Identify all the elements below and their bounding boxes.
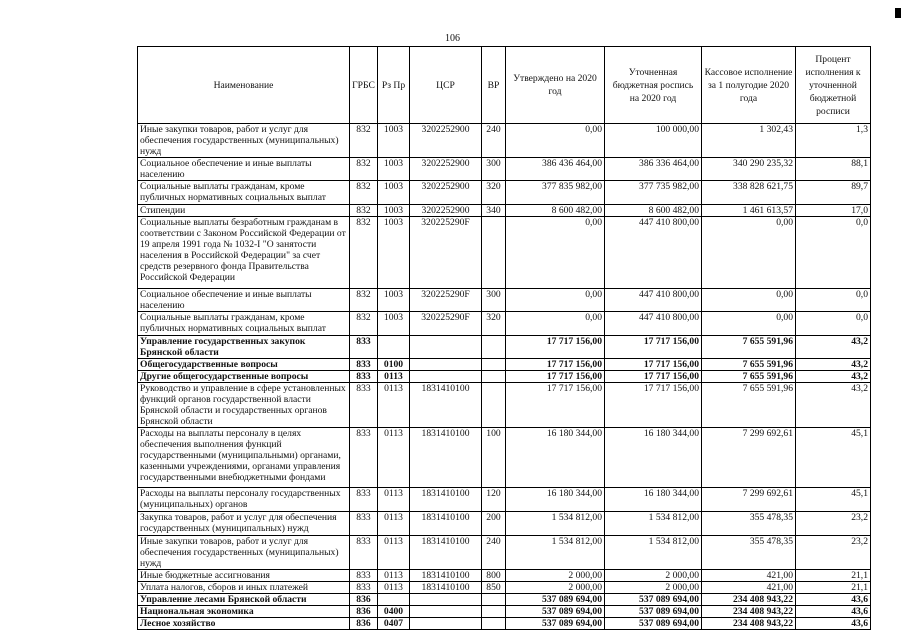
cell-approved: 2 000,00	[506, 570, 605, 582]
table-row	[138, 205, 871, 217]
cell-cash: 0,00	[702, 312, 796, 336]
cell-name: Иные бюджетные ассигнования	[138, 570, 350, 582]
table-row	[138, 312, 871, 336]
cell-vr	[482, 336, 506, 359]
header-rzpr: Рз Пр	[378, 47, 410, 124]
cell-refined: 1 534 812,00	[605, 512, 702, 536]
cell-grbs: 832	[350, 181, 378, 205]
cell-name: Управление лесами Брянской области	[138, 594, 350, 606]
table-row	[138, 618, 871, 630]
cell-rzpr: 1003	[378, 181, 410, 205]
cell-grbs: 833	[350, 428, 378, 488]
cell-approved: 386 436 464,00	[506, 158, 605, 181]
cell-name: Общегосударственные вопросы	[138, 359, 350, 371]
cell-percent: 23,2	[796, 536, 871, 570]
cell-approved: 377 835 982,00	[506, 181, 605, 205]
cell-vr: 120	[482, 488, 506, 512]
cell-cash: 7 655 591,96	[702, 371, 796, 383]
cell-cash: 234 408 943,22	[702, 594, 796, 606]
cell-percent: 17,0	[796, 205, 871, 217]
cell-approved: 0,00	[506, 289, 605, 312]
table-row	[138, 383, 871, 428]
cell-rzpr: 0113	[378, 383, 410, 428]
cell-vr	[482, 606, 506, 618]
table-row	[138, 570, 871, 582]
cell-percent: 1,3	[796, 124, 871, 158]
cell-grbs: 833	[350, 371, 378, 383]
cell-approved: 17 717 156,00	[506, 383, 605, 428]
cell-name: Закупка товаров, работ и услуг для обеспечения государственных (муниципальных) нужд	[138, 512, 350, 536]
cell-refined: 377 735 982,00	[605, 181, 702, 205]
cell-vr: 100	[482, 428, 506, 488]
cell-vr	[482, 359, 506, 371]
cell-cash: 7 299 692,61	[702, 488, 796, 512]
cell-grbs: 833	[350, 383, 378, 428]
cell-percent: 89,7	[796, 181, 871, 205]
cell-csr: 1831410100	[410, 383, 482, 428]
header-vr: ВР	[482, 47, 506, 124]
corner-mark	[895, 8, 901, 18]
header-cash: Кассовое исполнение за 1 полугодие 2020 года	[702, 47, 796, 124]
cell-name: Иные закупки товаров, работ и услуг для обеспечения государственных (муниципальных) нужд	[138, 124, 350, 158]
cell-name: Социальные выплаты гражданам, кроме публичных нормативных социальных выплат	[138, 312, 350, 336]
cell-refined: 447 410 800,00	[605, 312, 702, 336]
cell-rzpr: 0400	[378, 606, 410, 618]
cell-csr	[410, 606, 482, 618]
cell-vr: 300	[482, 289, 506, 312]
cell-approved: 0,00	[506, 312, 605, 336]
cell-vr	[482, 383, 506, 428]
cell-vr: 300	[482, 158, 506, 181]
cell-csr	[410, 336, 482, 359]
cell-csr	[410, 359, 482, 371]
cell-approved: 17 717 156,00	[506, 359, 605, 371]
cell-name: Лесное хозяйство	[138, 618, 350, 630]
cell-name: Иные закупки товаров, работ и услуг для обеспечения государственных (муниципальных) нужд	[138, 536, 350, 570]
cell-csr: 3202252900	[410, 158, 482, 181]
cell-percent: 43,6	[796, 594, 871, 606]
cell-grbs: 832	[350, 217, 378, 289]
cell-name: Социальные выплаты гражданам, кроме публичных нормативных социальных выплат	[138, 181, 350, 205]
cell-percent: 0,0	[796, 217, 871, 289]
cell-cash: 1 461 613,57	[702, 205, 796, 217]
cell-refined: 537 089 694,00	[605, 594, 702, 606]
cell-refined: 8 600 482,00	[605, 205, 702, 217]
cell-grbs: 836	[350, 606, 378, 618]
cell-rzpr: 1003	[378, 158, 410, 181]
cell-cash: 355 478,35	[702, 512, 796, 536]
cell-cash: 340 290 235,32	[702, 158, 796, 181]
cell-refined: 100 000,00	[605, 124, 702, 158]
cell-grbs: 833	[350, 359, 378, 371]
cell-csr: 320225290F	[410, 217, 482, 289]
cell-percent: 21,1	[796, 570, 871, 582]
cell-percent: 43,6	[796, 606, 871, 618]
header-csr: ЦСР	[410, 47, 482, 124]
cell-refined: 17 717 156,00	[605, 359, 702, 371]
table-row	[138, 217, 871, 289]
cell-approved: 16 180 344,00	[506, 488, 605, 512]
table-row	[138, 488, 871, 512]
cell-name: Социальные выплаты безработным гражданам в соответствии с Законом Российской Федерации от 19 апреля 1991 года № 1032-I "О занятости населения в Российской Федерации" за счет средств резервного фонда Правительства Российской Федерации	[138, 217, 350, 289]
cell-csr: 1831410100	[410, 582, 482, 594]
cell-csr: 3202252900	[410, 205, 482, 217]
cell-grbs: 833	[350, 336, 378, 359]
table-row	[138, 606, 871, 618]
cell-cash: 7 655 591,96	[702, 359, 796, 371]
cell-vr	[482, 217, 506, 289]
cell-refined: 16 180 344,00	[605, 428, 702, 488]
cell-grbs: 833	[350, 570, 378, 582]
table-row	[138, 289, 871, 312]
cell-approved: 1 534 812,00	[506, 536, 605, 570]
cell-refined: 447 410 800,00	[605, 217, 702, 289]
cell-refined: 17 717 156,00	[605, 336, 702, 359]
cell-refined: 537 089 694,00	[605, 618, 702, 630]
cell-grbs: 836	[350, 594, 378, 606]
header-name: Наименование	[138, 47, 350, 124]
header-refined: Уточненная бюджетная роспись на 2020 год	[605, 47, 702, 124]
cell-rzpr: 0113	[378, 570, 410, 582]
cell-percent: 43,2	[796, 371, 871, 383]
cell-vr	[482, 618, 506, 630]
cell-rzpr: 0113	[378, 536, 410, 570]
cell-percent: 23,2	[796, 512, 871, 536]
cell-refined: 17 717 156,00	[605, 383, 702, 428]
cell-approved: 0,00	[506, 124, 605, 158]
cell-approved: 537 089 694,00	[506, 618, 605, 630]
header-grbs: ГРБС	[350, 47, 378, 124]
cell-vr: 240	[482, 124, 506, 158]
cell-refined: 2 000,00	[605, 582, 702, 594]
cell-approved: 537 089 694,00	[506, 606, 605, 618]
cell-name: Социальное обеспечение и иные выплаты населению	[138, 158, 350, 181]
cell-cash: 421,00	[702, 582, 796, 594]
cell-rzpr	[378, 594, 410, 606]
cell-csr: 1831410100	[410, 488, 482, 512]
cell-vr: 200	[482, 512, 506, 536]
cell-rzpr: 0113	[378, 512, 410, 536]
cell-name: Национальная экономика	[138, 606, 350, 618]
cell-name: Социальное обеспечение и иные выплаты населению	[138, 289, 350, 312]
cell-cash: 0,00	[702, 217, 796, 289]
table-row	[138, 158, 871, 181]
cell-csr	[410, 371, 482, 383]
cell-cash: 7 299 692,61	[702, 428, 796, 488]
cell-grbs: 833	[350, 488, 378, 512]
cell-rzpr: 1003	[378, 217, 410, 289]
cell-csr	[410, 618, 482, 630]
cell-vr: 800	[482, 570, 506, 582]
cell-refined: 1 534 812,00	[605, 536, 702, 570]
cell-csr	[410, 594, 482, 606]
cell-cash: 234 408 943,22	[702, 618, 796, 630]
header-approved: Утверждено на 2020 год	[506, 47, 605, 124]
table-row	[138, 359, 871, 371]
cell-name: Расходы на выплаты персоналу государственных (муниципальных) органов	[138, 488, 350, 512]
table-row	[138, 336, 871, 359]
cell-percent: 43,2	[796, 336, 871, 359]
cell-approved: 0,00	[506, 217, 605, 289]
table-row	[138, 582, 871, 594]
cell-grbs: 832	[350, 158, 378, 181]
cell-percent: 45,1	[796, 428, 871, 488]
cell-csr: 320225290F	[410, 312, 482, 336]
cell-percent: 43,2	[796, 383, 871, 428]
cell-rzpr: 1003	[378, 124, 410, 158]
cell-cash: 355 478,35	[702, 536, 796, 570]
cell-rzpr: 1003	[378, 289, 410, 312]
cell-name: Управление государственных закупок Брянской области	[138, 336, 350, 359]
cell-name: Расходы на выплаты персоналу в целях обеспечения выполнения функций государственными (муниципальными) органами, казенными учреждениями, органами управления государственными внебюджетными фондами	[138, 428, 350, 488]
cell-vr: 320	[482, 181, 506, 205]
cell-name: Другие общегосударственные вопросы	[138, 371, 350, 383]
cell-cash: 234 408 943,22	[702, 606, 796, 618]
budget-table	[137, 46, 871, 630]
header-percent: Процент исполнения к уточненной бюджетной росписи	[796, 47, 871, 124]
page-number: 106	[445, 33, 460, 44]
cell-refined: 16 180 344,00	[605, 488, 702, 512]
table-row	[138, 512, 871, 536]
cell-cash: 421,00	[702, 570, 796, 582]
cell-name: Стипендии	[138, 205, 350, 217]
cell-cash: 7 655 591,96	[702, 336, 796, 359]
cell-percent: 21,1	[796, 582, 871, 594]
cell-grbs: 836	[350, 618, 378, 630]
cell-grbs: 832	[350, 312, 378, 336]
cell-vr: 320	[482, 312, 506, 336]
cell-rzpr: 1003	[378, 205, 410, 217]
cell-refined: 537 089 694,00	[605, 606, 702, 618]
cell-name: Уплата налогов, сборов и иных платежей	[138, 582, 350, 594]
cell-grbs: 833	[350, 512, 378, 536]
cell-vr	[482, 371, 506, 383]
cell-csr: 3202252900	[410, 181, 482, 205]
cell-approved: 8 600 482,00	[506, 205, 605, 217]
cell-approved: 1 534 812,00	[506, 512, 605, 536]
table-row	[138, 371, 871, 383]
cell-csr: 1831410100	[410, 428, 482, 488]
cell-percent: 43,6	[796, 618, 871, 630]
header-row	[138, 47, 871, 124]
cell-approved: 16 180 344,00	[506, 428, 605, 488]
cell-csr: 320225290F	[410, 289, 482, 312]
cell-percent: 43,2	[796, 359, 871, 371]
cell-cash: 0,00	[702, 289, 796, 312]
table-row	[138, 594, 871, 606]
cell-refined: 2 000,00	[605, 570, 702, 582]
cell-grbs: 832	[350, 124, 378, 158]
cell-grbs: 832	[350, 289, 378, 312]
cell-percent: 0,0	[796, 289, 871, 312]
cell-csr: 3202252900	[410, 124, 482, 158]
cell-csr: 1831410100	[410, 536, 482, 570]
table-row	[138, 124, 871, 158]
cell-vr: 850	[482, 582, 506, 594]
cell-approved: 17 717 156,00	[506, 336, 605, 359]
cell-vr	[482, 594, 506, 606]
cell-grbs: 833	[350, 582, 378, 594]
cell-grbs: 832	[350, 205, 378, 217]
cell-vr: 240	[482, 536, 506, 570]
cell-cash: 7 655 591,96	[702, 383, 796, 428]
cell-refined: 386 336 464,00	[605, 158, 702, 181]
cell-grbs: 833	[350, 536, 378, 570]
cell-approved: 2 000,00	[506, 582, 605, 594]
cell-percent: 88,1	[796, 158, 871, 181]
cell-vr: 340	[482, 205, 506, 217]
cell-refined: 17 717 156,00	[605, 371, 702, 383]
cell-csr: 1831410100	[410, 570, 482, 582]
cell-approved: 537 089 694,00	[506, 594, 605, 606]
cell-name: Руководство и управление в сфере установленных функций органов государственной власти Брянской области и государственных органов Брянской области	[138, 383, 350, 428]
cell-rzpr: 0113	[378, 488, 410, 512]
cell-csr: 1831410100	[410, 512, 482, 536]
cell-rzpr: 0407	[378, 618, 410, 630]
cell-approved: 17 717 156,00	[506, 371, 605, 383]
table-row	[138, 428, 871, 488]
cell-rzpr	[378, 336, 410, 359]
cell-rzpr: 0113	[378, 428, 410, 488]
cell-rzpr: 0113	[378, 582, 410, 594]
table-row	[138, 536, 871, 570]
cell-refined: 447 410 800,00	[605, 289, 702, 312]
cell-rzpr: 0113	[378, 371, 410, 383]
cell-cash: 338 828 621,75	[702, 181, 796, 205]
table-row	[138, 181, 871, 205]
cell-rzpr: 0100	[378, 359, 410, 371]
cell-cash: 1 302,43	[702, 124, 796, 158]
cell-percent: 0,0	[796, 312, 871, 336]
cell-rzpr: 1003	[378, 312, 410, 336]
cell-percent: 45,1	[796, 488, 871, 512]
